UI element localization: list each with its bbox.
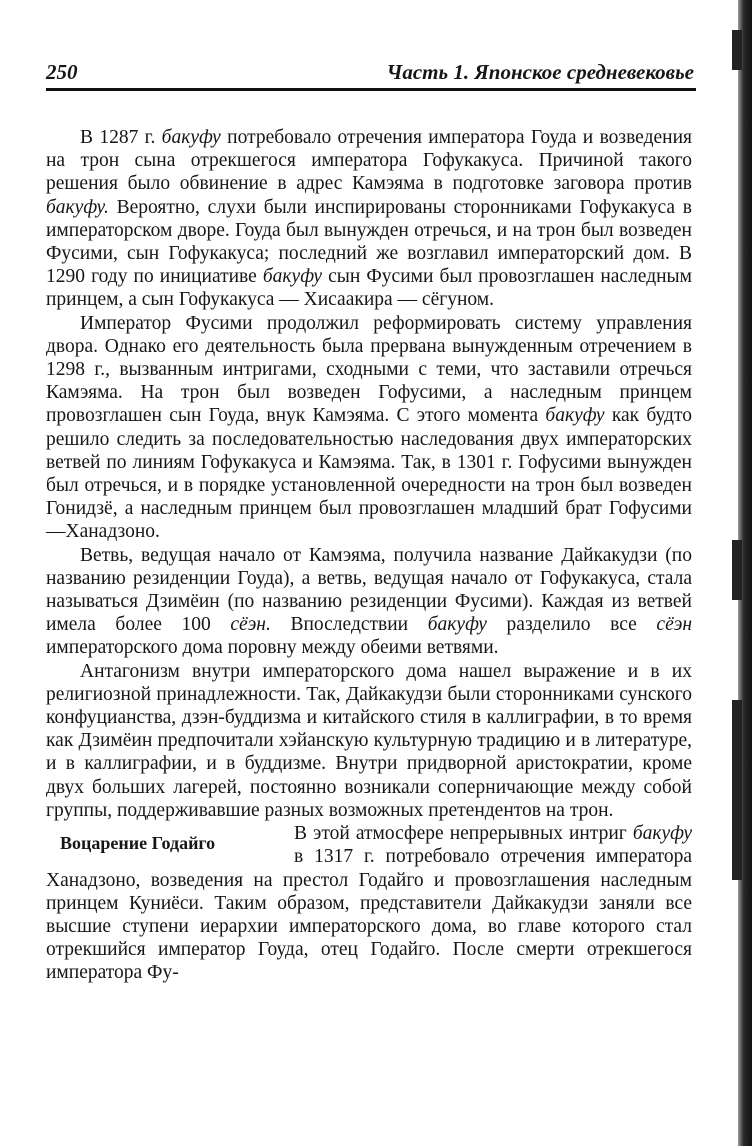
scan-edge-mark <box>732 30 742 70</box>
scan-edge-mark <box>732 540 742 600</box>
italic-term: бакуфу <box>427 614 487 636</box>
header-rule <box>46 88 696 91</box>
italic-term: бакуфу <box>262 266 323 288</box>
text-run: императорского дома поровну между обеими ветвями. <box>46 637 499 659</box>
scan-edge-mark <box>732 700 742 880</box>
page-number: 250 <box>46 60 78 84</box>
paragraph <box>46 544 692 660</box>
text-run: как будто решило следить за последовательностью наследования двух императорских ветвей по линиям Гофукакуса и Камэяма. Так, в 1301 г. Гофусими вынужден был отречься, и в порядке установленной очередности на трон был возведен Гонидзё, а наследным принцем был провозглашен младший брат Гофусими —Ханадзоно. <box>46 405 692 543</box>
text-run: Император Фусими продолжил реформировать систему управления двора. Однако его деятельность была прервана вынужденным отречением в 1298 г., вызванным интригами, сходными с теми, что заставили отречься Камэяма. На трон был возведен Гофусими, а наследным принцем провозглашен сын Гоуда, внук Камэяма. С этого момента <box>46 312 692 427</box>
paragraph <box>46 126 692 312</box>
running-head: Часть 1. Японское средневековье <box>386 60 694 84</box>
text-run: разделило все <box>486 614 657 636</box>
text-run: потребовало отречения императора Гоуда и возведения на трон сына отрекшегося императора Гофукакуса. Причиной такого решения было обвинение в адрес Камэяма в подготовке заговора против <box>46 127 692 195</box>
text-run: Антагонизм внутри императорского дома нашел выражение и в их религиозной принадлежности. Так, Дайкакудзи были сторонниками сунского конфуцианства, дзэн-буддизма и китайского стиля в каллиграфии, в то время как Дзимёин предпочитали хэйанскую культурную традицию и в литературе, и в каллиграфии, и в буддизме. Внутри придворной аристократии, кроме двух больших лагерей, постоянно возникали соперничающие между собой группы, поддерживавшие разных возможных претендентов на трон. <box>46 660 692 821</box>
text-run: В этой атмосфере непрерывных интриг <box>294 823 633 845</box>
text-run: Вероятно, слухи были инспирированы сторонниками Гофукакуса в императорском дворе. Гоуда был вынужден отречься, и на трон был возведен Фусими, сын Гофукакуса; последний же возглавил императорский дом. В 1290 году по инициативе <box>46 196 692 288</box>
text-run: в 1317 г. потребовало отречения императора Ханадзоно, возведения на престол Годайго и провозглашения наследным принцем Куниёси. Таким образом, представители Дайкакудзи заняли все высшие ступени иерархии императорского дома, во главе которого стал отрекшийся император Гоуда, отец Годайго. После смерти отрекшегося императора Фу- <box>46 846 692 984</box>
italic-term: бакуфу <box>161 127 221 148</box>
page-header <box>46 58 694 92</box>
text-run: Ветвь, ведущая начало от Камэяма, получила название Дайкакудзи (по названию резиденции Гоуда), а ветвь, ведущая начало от Гофукакуса, стала называться Дзимёин (по названию резиденции Фусими). Каждая из ветвей имела более 100 <box>46 544 692 636</box>
italic-term: бакуфу <box>632 823 692 845</box>
text-run: Впоследствии <box>270 614 428 636</box>
italic-term: бакуфу. <box>46 196 109 218</box>
side-section <box>46 822 692 984</box>
paragraph <box>46 312 692 544</box>
text-run: В 1287 г. <box>80 127 162 148</box>
italic-term: сёэн. <box>230 614 271 636</box>
text-run: сын Фусими был провозглашен наследным принцем, а сын Гофукакуса — Хисаакира — сёгуном. <box>46 266 693 311</box>
body-text <box>46 126 692 985</box>
italic-term: бакуфу <box>545 405 605 427</box>
italic-term: сёэн <box>656 614 693 636</box>
side-heading: Воцарение Годайго <box>60 833 216 854</box>
paragraph <box>46 660 692 822</box>
